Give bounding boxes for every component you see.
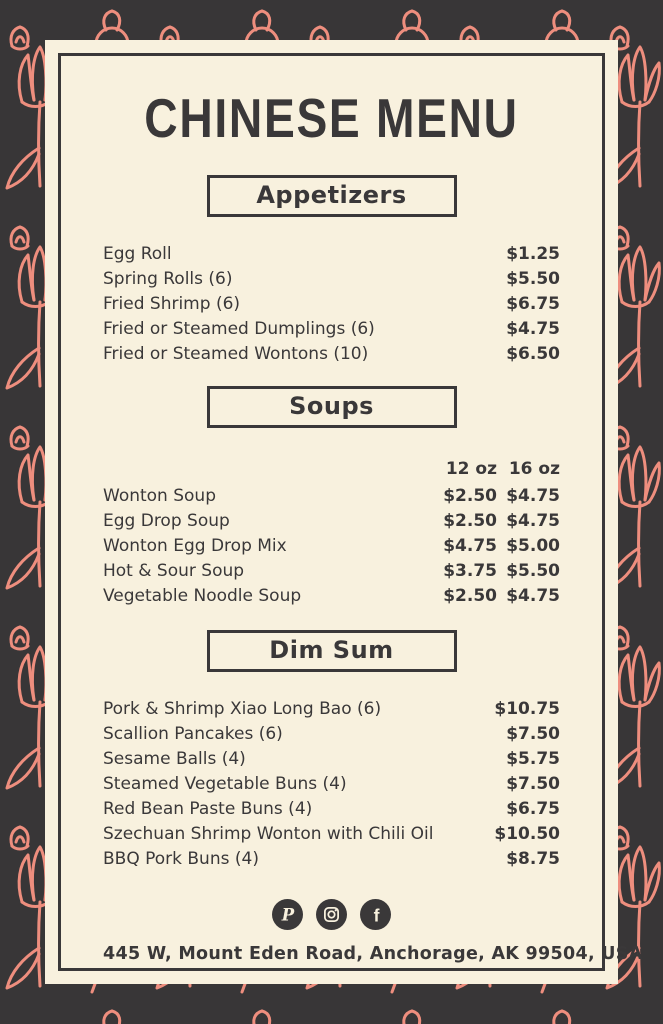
item-label: Scallion Pancakes (6) — [103, 723, 283, 744]
item-label: Spring Rolls (6) — [103, 268, 233, 289]
item-price-16oz: $5.50 — [506, 560, 560, 581]
instagram-icon[interactable] — [316, 899, 347, 930]
section-heading-soups: Soups — [207, 386, 457, 428]
size-header-12oz: 12 oz — [445, 458, 497, 479]
item-price: $7.50 — [506, 723, 560, 744]
item-label: Egg Drop Soup — [103, 510, 230, 531]
address-text: 445 W, Mount Eden Road, Anchorage, AK 99504, USA — [103, 943, 643, 964]
item-label: Egg Roll — [103, 243, 172, 264]
appetizers-list — [103, 242, 560, 367]
item-price-12oz: $3.75 — [443, 560, 497, 581]
item-price-12oz: $2.50 — [443, 485, 497, 506]
item-label: Szechuan Shrimp Wonton with Chili Oil — [103, 823, 434, 844]
item-price-12oz: $2.50 — [443, 510, 497, 531]
item-label: Vegetable Noodle Soup — [103, 585, 302, 606]
svg-text:P: P — [281, 904, 295, 925]
menu-item-row — [103, 292, 560, 317]
menu-item-row — [103, 747, 560, 772]
item-price-16oz: $4.75 — [506, 510, 560, 531]
page-title: CHINESE MENU — [144, 87, 519, 149]
menu-card — [45, 40, 643, 984]
soups-list — [103, 484, 560, 609]
item-label: Fried or Steamed Wontons (10) — [103, 343, 369, 364]
item-price-16oz: $4.75 — [506, 485, 560, 506]
item-label: Fried Shrimp (6) — [103, 293, 241, 314]
menu-item-row — [103, 342, 560, 367]
menu-item-row — [103, 847, 560, 872]
item-label: Sesame Balls (4) — [103, 748, 246, 769]
item-price-12oz: $4.75 — [443, 535, 497, 556]
item-price-16oz: $5.00 — [506, 535, 560, 556]
menu-item-row — [103, 317, 560, 342]
pinterest-icon[interactable] — [272, 899, 303, 930]
item-price: $7.50 — [506, 773, 560, 794]
social-icons-row — [103, 899, 560, 930]
item-label: Red Bean Paste Buns (4) — [103, 798, 313, 819]
item-price: $1.25 — [506, 243, 560, 264]
menu-item-row — [103, 484, 560, 509]
menu-item-row — [103, 822, 560, 847]
item-label: BBQ Pork Buns (4) — [103, 848, 259, 869]
menu-item-row — [103, 509, 560, 534]
item-price: $4.75 — [506, 318, 560, 339]
item-price-12oz: $2.50 — [443, 585, 497, 606]
item-price: $5.50 — [506, 268, 560, 289]
menu-item-row — [103, 584, 560, 609]
menu-item-row — [103, 242, 560, 267]
item-label: Wonton Soup — [103, 485, 216, 506]
item-label: Hot & Sour Soup — [103, 560, 245, 581]
item-price: $10.75 — [494, 698, 560, 719]
item-price: $6.75 — [506, 798, 560, 819]
menu-item-row — [103, 534, 560, 559]
item-price: $8.75 — [506, 848, 560, 869]
dim-sum-list — [103, 697, 560, 872]
item-price: $5.75 — [506, 748, 560, 769]
menu-item-row — [103, 722, 560, 747]
section-heading-appetizers: Appetizers — [207, 175, 457, 217]
menu-item-row — [103, 797, 560, 822]
menu-item-row — [103, 697, 560, 722]
item-label: Wonton Egg Drop Mix — [103, 535, 287, 556]
menu-item-row — [103, 267, 560, 292]
item-price: $6.50 — [506, 343, 560, 364]
item-label: Steamed Vegetable Buns (4) — [103, 773, 347, 794]
section-heading-dim-sum: Dim Sum — [207, 630, 457, 672]
item-label: Fried or Steamed Dumplings (6) — [103, 318, 375, 339]
svg-text:f: f — [373, 905, 380, 926]
item-price-16oz: $4.75 — [506, 585, 560, 606]
item-price: $6.75 — [506, 293, 560, 314]
facebook-icon[interactable] — [360, 899, 391, 930]
item-label: Pork & Shrimp Xiao Long Bao (6) — [103, 698, 382, 719]
item-price: $10.50 — [494, 823, 560, 844]
size-header-16oz: 16 oz — [508, 458, 560, 479]
menu-item-row — [103, 559, 560, 584]
size-header-row — [103, 457, 560, 482]
menu-item-row — [103, 772, 560, 797]
